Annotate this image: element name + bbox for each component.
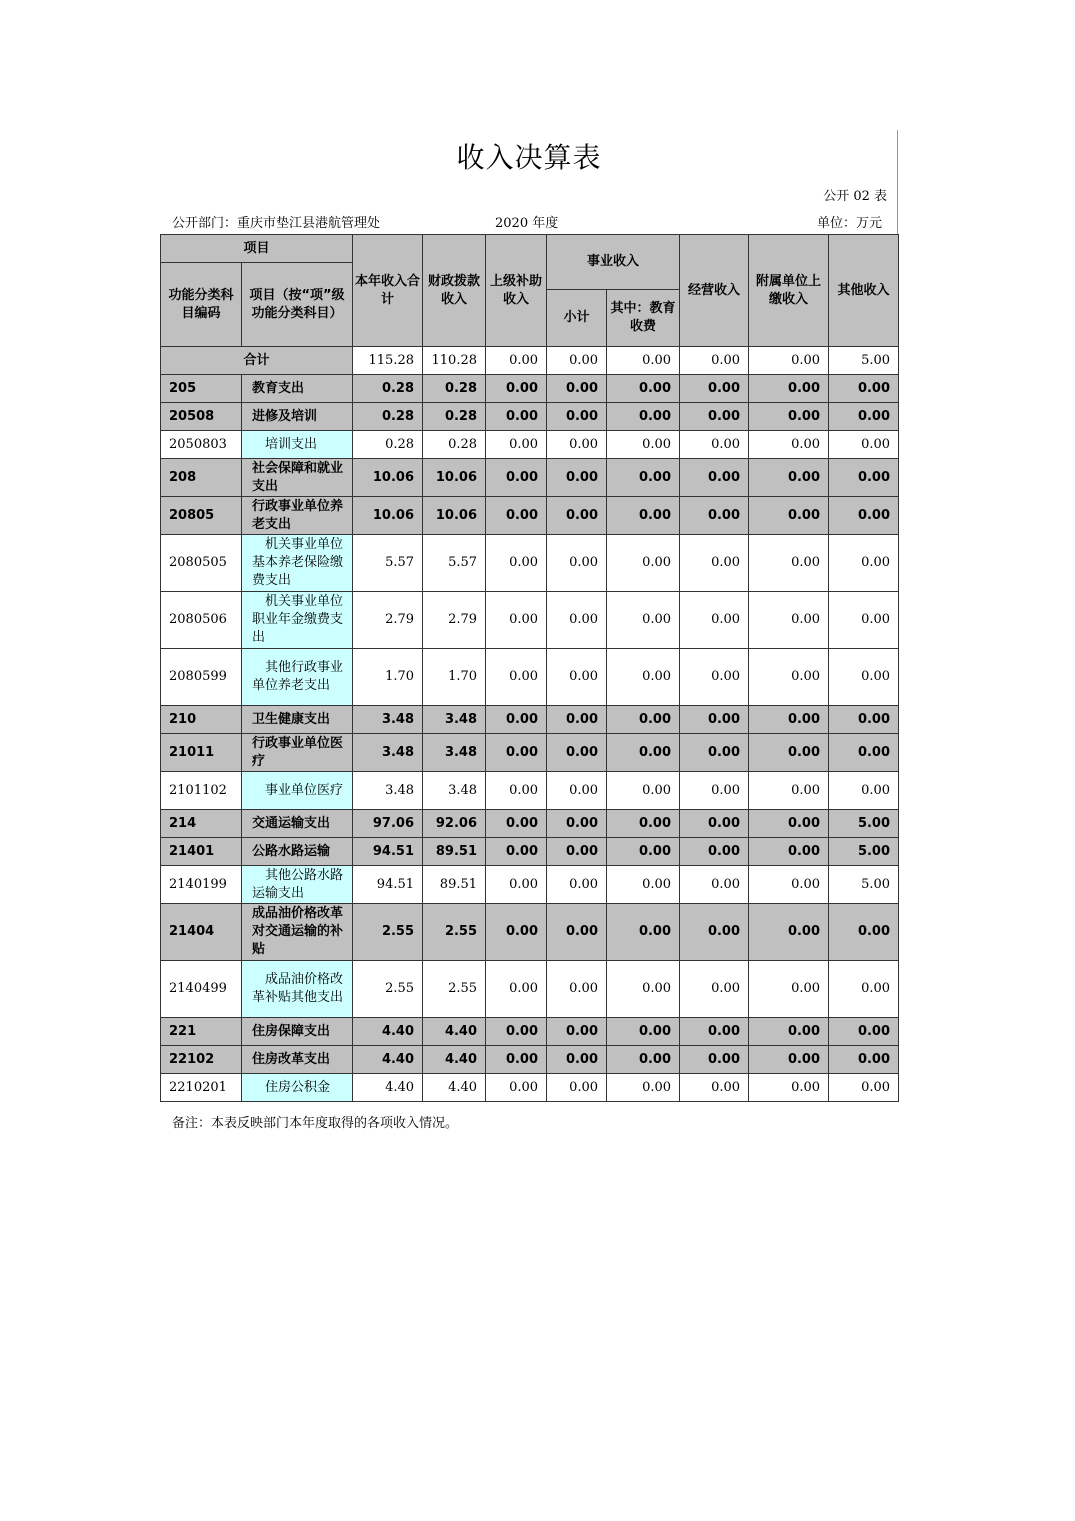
row-value: 0.00 (680, 772, 749, 810)
row-value: 0.00 (547, 535, 607, 592)
row-value: 0.00 (680, 459, 749, 497)
row-name: 社会保障和就业支出 (242, 459, 353, 497)
row-name: 事业单位医疗 (242, 772, 353, 810)
row-value: 0.00 (680, 535, 749, 592)
row-value: 0.00 (680, 838, 749, 866)
header-total-income: 本年收入合计 (353, 235, 423, 347)
header-operating: 经营收入 (680, 235, 749, 347)
row-value: 0.00 (829, 1046, 899, 1074)
row-value: 89.51 (423, 838, 486, 866)
row-value: 0.28 (353, 431, 423, 459)
header-fiscal: 财政拨款收入 (423, 235, 486, 347)
row-value: 4.40 (353, 1046, 423, 1074)
header-business: 事业收入 (547, 235, 680, 290)
row-name: 教育支出 (242, 375, 353, 403)
row-value: 0.00 (547, 772, 607, 810)
row-value: 0.00 (547, 734, 607, 772)
row-value: 0.00 (547, 497, 607, 535)
row-value: 0.00 (680, 431, 749, 459)
row-value: 0.00 (749, 459, 829, 497)
header-superior: 上级补助收入 (486, 235, 547, 347)
row-value: 0.00 (486, 497, 547, 535)
table-row (161, 1018, 899, 1046)
form-number: 公开 02 表 (823, 189, 887, 204)
row-value: 3.48 (353, 772, 423, 810)
row-value: 0.00 (486, 838, 547, 866)
row-value: 1.70 (353, 649, 423, 706)
row-value: 0.00 (547, 459, 607, 497)
row-value: 0.00 (486, 1074, 547, 1102)
row-value: 0.28 (423, 431, 486, 459)
row-value: 0.00 (486, 1018, 547, 1046)
row-value: 0.00 (607, 772, 680, 810)
unit-label: 单位：万元 (816, 216, 882, 231)
row-value: 0.00 (607, 1074, 680, 1102)
row-value: 2.79 (353, 592, 423, 649)
row-value: 0.00 (486, 810, 547, 838)
row-value: 0.00 (829, 1018, 899, 1046)
row-code: 2050803 (161, 431, 242, 459)
header-name: 项目（按“项”级功能分类科目） (242, 263, 353, 347)
header-other: 其他收入 (829, 235, 899, 347)
table-row (161, 838, 899, 866)
row-value: 0.00 (749, 904, 829, 961)
total-cell: 0.00 (547, 347, 607, 375)
row-value: 0.00 (486, 535, 547, 592)
header-affiliated: 附属单位上缴收入 (749, 235, 829, 347)
page-title: 收入决算表 (456, 141, 602, 174)
total-cell: 110.28 (423, 347, 486, 375)
row-name: 其他行政事业单位养老支出 (242, 649, 353, 706)
row-code: 2080505 (161, 535, 242, 592)
row-value: 97.06 (353, 810, 423, 838)
row-value: 0.00 (829, 649, 899, 706)
row-value: 0.00 (829, 403, 899, 431)
row-value: 0.00 (607, 459, 680, 497)
row-value: 10.06 (423, 497, 486, 535)
table-row (161, 375, 899, 403)
table-row (161, 961, 899, 1018)
row-value: 0.00 (749, 1074, 829, 1102)
row-value: 0.00 (680, 592, 749, 649)
row-value: 0.00 (829, 706, 899, 734)
row-code: 2080599 (161, 649, 242, 706)
row-value: 0.00 (829, 459, 899, 497)
row-value: 0.00 (486, 961, 547, 1018)
department-label: 公开部门：重庆市垫江县港航管理处 (172, 216, 381, 231)
row-value: 0.00 (749, 403, 829, 431)
row-name: 卫生健康支出 (242, 706, 353, 734)
row-value: 0.28 (423, 375, 486, 403)
row-value: 0.00 (486, 706, 547, 734)
row-value: 89.51 (423, 866, 486, 904)
row-value: 4.40 (423, 1074, 486, 1102)
row-code: 210 (161, 706, 242, 734)
row-value: 0.00 (680, 403, 749, 431)
row-value: 0.00 (680, 1074, 749, 1102)
income-table (160, 234, 899, 1102)
row-value: 0.00 (486, 403, 547, 431)
row-value: 0.00 (829, 904, 899, 961)
table-row (161, 772, 899, 810)
row-value: 0.00 (749, 375, 829, 403)
row-value: 0.00 (547, 1046, 607, 1074)
row-value: 0.00 (829, 497, 899, 535)
footnote: 备注：本表反映部门本年度取得的各项收入情况。 (172, 1116, 459, 1131)
row-code: 2101102 (161, 772, 242, 810)
row-value: 0.00 (486, 1046, 547, 1074)
row-value: 94.51 (353, 866, 423, 904)
row-value: 0.00 (486, 866, 547, 904)
row-name: 公路水路运输 (242, 838, 353, 866)
row-name: 其他公路水路运输支出 (242, 866, 353, 904)
row-code: 2140499 (161, 961, 242, 1018)
row-value: 0.00 (607, 734, 680, 772)
row-value: 0.00 (547, 649, 607, 706)
row-value: 0.00 (607, 592, 680, 649)
row-value: 0.00 (749, 1046, 829, 1074)
row-value: 0.00 (749, 497, 829, 535)
row-name: 成品油价格改革补贴其他支出 (242, 961, 353, 1018)
row-value: 4.40 (423, 1046, 486, 1074)
row-value: 0.00 (680, 1018, 749, 1046)
row-value: 10.06 (423, 459, 486, 497)
row-value: 0.00 (607, 866, 680, 904)
row-value: 0.00 (749, 866, 829, 904)
row-value: 0.00 (547, 866, 607, 904)
total-cell: 0.00 (680, 347, 749, 375)
row-code: 21404 (161, 904, 242, 961)
row-value: 0.00 (749, 838, 829, 866)
row-name: 机关事业单位基本养老保险缴费支出 (242, 535, 353, 592)
row-value: 0.00 (547, 403, 607, 431)
row-code: 2140199 (161, 866, 242, 904)
row-value: 0.00 (829, 1074, 899, 1102)
row-value: 0.00 (547, 375, 607, 403)
row-value: 0.00 (547, 1074, 607, 1102)
row-code: 208 (161, 459, 242, 497)
row-value: 0.00 (607, 1046, 680, 1074)
row-value: 0.00 (607, 375, 680, 403)
row-value: 0.00 (547, 431, 607, 459)
table-row (161, 649, 899, 706)
row-value: 0.00 (749, 592, 829, 649)
row-code: 205 (161, 375, 242, 403)
row-value: 0.00 (749, 961, 829, 1018)
row-value: 3.48 (423, 772, 486, 810)
row-value: 2.55 (353, 904, 423, 961)
row-code: 2210201 (161, 1074, 242, 1102)
row-name: 住房保障支出 (242, 1018, 353, 1046)
row-value: 0.00 (607, 497, 680, 535)
total-cell: 115.28 (353, 347, 423, 375)
row-name: 进修及培训 (242, 403, 353, 431)
table-row (161, 459, 899, 497)
table-row (161, 810, 899, 838)
row-value: 0.00 (749, 706, 829, 734)
row-value: 0.00 (680, 866, 749, 904)
table-row (161, 592, 899, 649)
row-value: 0.00 (749, 1018, 829, 1046)
row-code: 22102 (161, 1046, 242, 1074)
row-name: 住房公积金 (242, 1074, 353, 1102)
header-edu-fee: 其中：教育收费 (607, 290, 680, 347)
row-value: 0.00 (829, 734, 899, 772)
header-code: 功能分类科目编码 (161, 263, 242, 347)
row-value: 0.00 (607, 810, 680, 838)
table-row (161, 535, 899, 592)
total-cell: 5.00 (829, 347, 899, 375)
row-value: 0.00 (547, 1018, 607, 1046)
row-value: 0.00 (486, 431, 547, 459)
row-value: 0.00 (680, 734, 749, 772)
table-row (161, 734, 899, 772)
row-value: 0.00 (486, 459, 547, 497)
row-value: 0.00 (486, 592, 547, 649)
row-value: 5.00 (829, 810, 899, 838)
row-value: 0.00 (607, 649, 680, 706)
row-value: 0.00 (749, 772, 829, 810)
total-cell: 0.00 (486, 347, 547, 375)
row-value: 0.00 (547, 838, 607, 866)
row-value: 0.00 (829, 772, 899, 810)
header-subtotal: 小计 (547, 290, 607, 347)
row-value: 94.51 (353, 838, 423, 866)
table-row (161, 706, 899, 734)
row-value: 0.00 (607, 838, 680, 866)
row-value: 0.28 (353, 403, 423, 431)
row-value: 0.00 (829, 431, 899, 459)
row-value: 0.00 (829, 961, 899, 1018)
row-value: 0.00 (547, 706, 607, 734)
table-row (161, 1074, 899, 1102)
row-name: 住房改革支出 (242, 1046, 353, 1074)
row-value: 3.48 (353, 706, 423, 734)
row-value: 0.00 (749, 734, 829, 772)
total-cell: 0.00 (749, 347, 829, 375)
table-row (161, 431, 899, 459)
row-value: 0.00 (607, 706, 680, 734)
row-value: 0.00 (547, 961, 607, 1018)
row-value: 2.55 (423, 904, 486, 961)
row-value: 0.00 (607, 1018, 680, 1046)
row-value: 0.00 (749, 649, 829, 706)
row-value: 0.00 (486, 772, 547, 810)
row-value: 0.00 (749, 431, 829, 459)
row-code: 21401 (161, 838, 242, 866)
row-value: 0.00 (829, 592, 899, 649)
row-value: 0.28 (353, 375, 423, 403)
row-code: 2080506 (161, 592, 242, 649)
table-row (161, 904, 899, 961)
row-value: 0.00 (547, 810, 607, 838)
row-value: 0.00 (486, 904, 547, 961)
row-value: 0.00 (680, 1046, 749, 1074)
row-value: 4.40 (423, 1018, 486, 1046)
row-value: 3.48 (353, 734, 423, 772)
row-value: 5.00 (829, 866, 899, 904)
row-value: 4.40 (353, 1074, 423, 1102)
row-value: 1.70 (423, 649, 486, 706)
row-value: 0.00 (680, 904, 749, 961)
row-value: 0.00 (680, 375, 749, 403)
row-value: 2.79 (423, 592, 486, 649)
row-value: 5.57 (353, 535, 423, 592)
row-name: 行政事业单位养老支出 (242, 497, 353, 535)
total-cell: 0.00 (607, 347, 680, 375)
total-row (161, 347, 899, 375)
row-value: 2.55 (353, 961, 423, 1018)
row-value: 0.00 (680, 706, 749, 734)
row-value: 0.00 (486, 649, 547, 706)
row-value: 10.06 (353, 497, 423, 535)
row-value: 0.00 (680, 649, 749, 706)
row-value: 92.06 (423, 810, 486, 838)
row-value: 2.55 (423, 961, 486, 1018)
row-value: 0.00 (680, 497, 749, 535)
header-project: 项目 (161, 235, 353, 263)
row-value: 0.00 (486, 375, 547, 403)
row-value: 5.00 (829, 838, 899, 866)
row-name: 交通运输支出 (242, 810, 353, 838)
total-label: 合计 (161, 347, 353, 375)
row-value: 0.00 (680, 810, 749, 838)
row-value: 0.00 (749, 535, 829, 592)
row-value: 0.00 (829, 375, 899, 403)
row-name: 培训支出 (242, 431, 353, 459)
row-code: 214 (161, 810, 242, 838)
row-value: 3.48 (423, 734, 486, 772)
row-name: 成品油价格改革对交通运输的补贴 (242, 904, 353, 961)
row-value: 10.06 (353, 459, 423, 497)
row-name: 行政事业单位医疗 (242, 734, 353, 772)
row-value: 0.00 (607, 961, 680, 1018)
row-value: 5.57 (423, 535, 486, 592)
row-value: 0.00 (680, 961, 749, 1018)
row-code: 221 (161, 1018, 242, 1046)
row-code: 21011 (161, 734, 242, 772)
row-value: 4.40 (353, 1018, 423, 1046)
year-label: 2020 年度 (495, 216, 559, 231)
row-value: 0.00 (829, 535, 899, 592)
table-row (161, 866, 899, 904)
row-value: 0.00 (607, 403, 680, 431)
row-value: 3.48 (423, 706, 486, 734)
row-code: 20508 (161, 403, 242, 431)
row-value: 0.00 (607, 431, 680, 459)
table-row (161, 403, 899, 431)
row-code: 20805 (161, 497, 242, 535)
table-row (161, 1046, 899, 1074)
row-value: 0.28 (423, 403, 486, 431)
row-name: 机关事业单位职业年金缴费支出 (242, 592, 353, 649)
row-value: 0.00 (749, 810, 829, 838)
row-value: 0.00 (607, 904, 680, 961)
row-value: 0.00 (547, 592, 607, 649)
row-value: 0.00 (547, 904, 607, 961)
row-value: 0.00 (486, 734, 547, 772)
row-value: 0.00 (607, 535, 680, 592)
table-row (161, 497, 899, 535)
